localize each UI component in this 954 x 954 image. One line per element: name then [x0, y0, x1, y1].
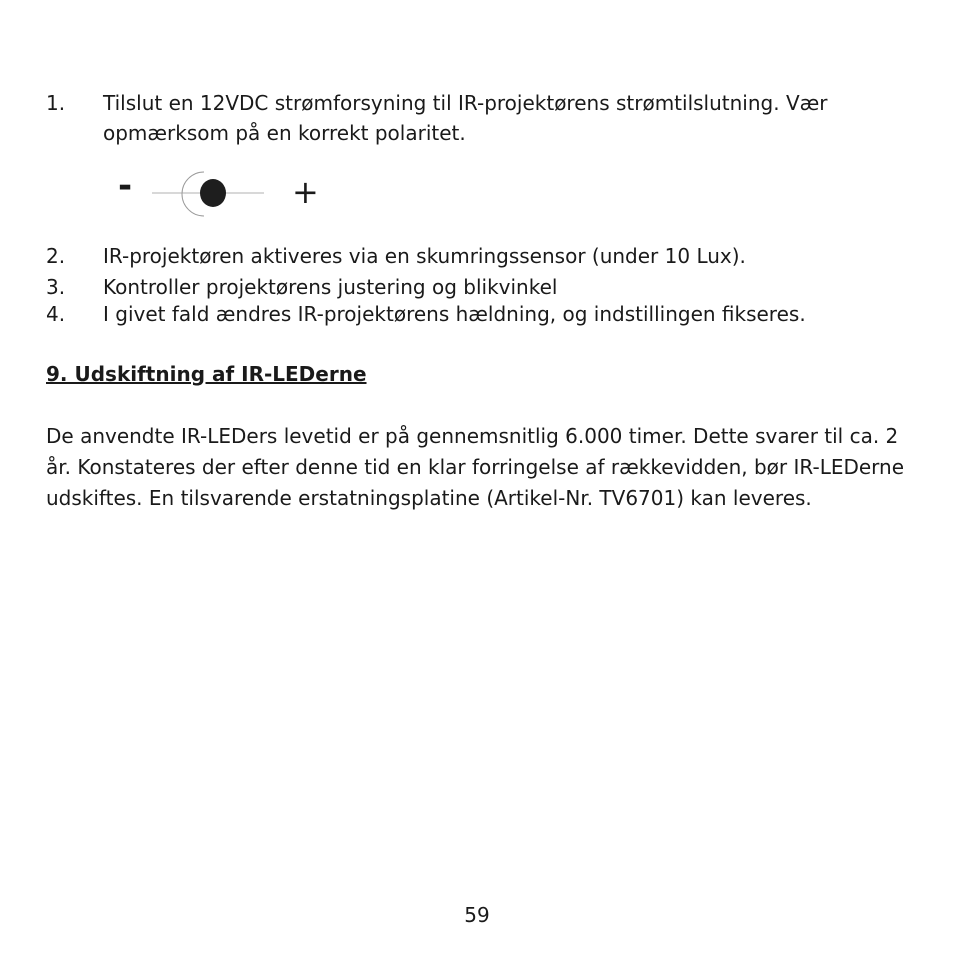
page-number: 59	[464, 903, 490, 927]
list-text: Tilslut en 12VDC strømforsyning til IR-projektørens strømtilslutning. Vær opmærksom på en korrekt polaritet.	[103, 91, 828, 145]
list-text: Kontroller projektørens justering og blikvinkel	[103, 275, 558, 299]
plus-label: +	[292, 173, 319, 211]
polarity-diagram	[118, 166, 338, 220]
list-number: 1.	[46, 91, 66, 115]
section-heading: 9. Udskiftning af IR-LEDerne	[46, 362, 367, 386]
list-item	[46, 88, 906, 148]
list-item	[46, 272, 906, 302]
list-number: 2.	[46, 244, 66, 268]
minus-label: -	[118, 166, 133, 206]
list-text: I givet fald ændres IR-projektørens hældning, og indstillingen fikseres.	[103, 302, 806, 326]
list-number: 3.	[46, 275, 66, 299]
list-item	[46, 241, 906, 271]
list-number: 4.	[46, 302, 66, 326]
dc-connector-icon	[152, 170, 272, 220]
section-paragraph: De anvendte IR-LEDers levetid er på gennemsnitlig 6.000 timer. Dette svarer til ca. 2 år. Konstateres der efter denne tid en klar forringelse af rækkevidden, bør IR-LEDerne udskiftes. En tilsvarende erstatningsplatine (Artikel-Nr. TV6701) kan leveres.	[46, 424, 905, 510]
list-text: IR-projektøren aktiveres via en skumringssensor (under 10 Lux).	[103, 244, 746, 268]
list-item	[46, 299, 906, 329]
